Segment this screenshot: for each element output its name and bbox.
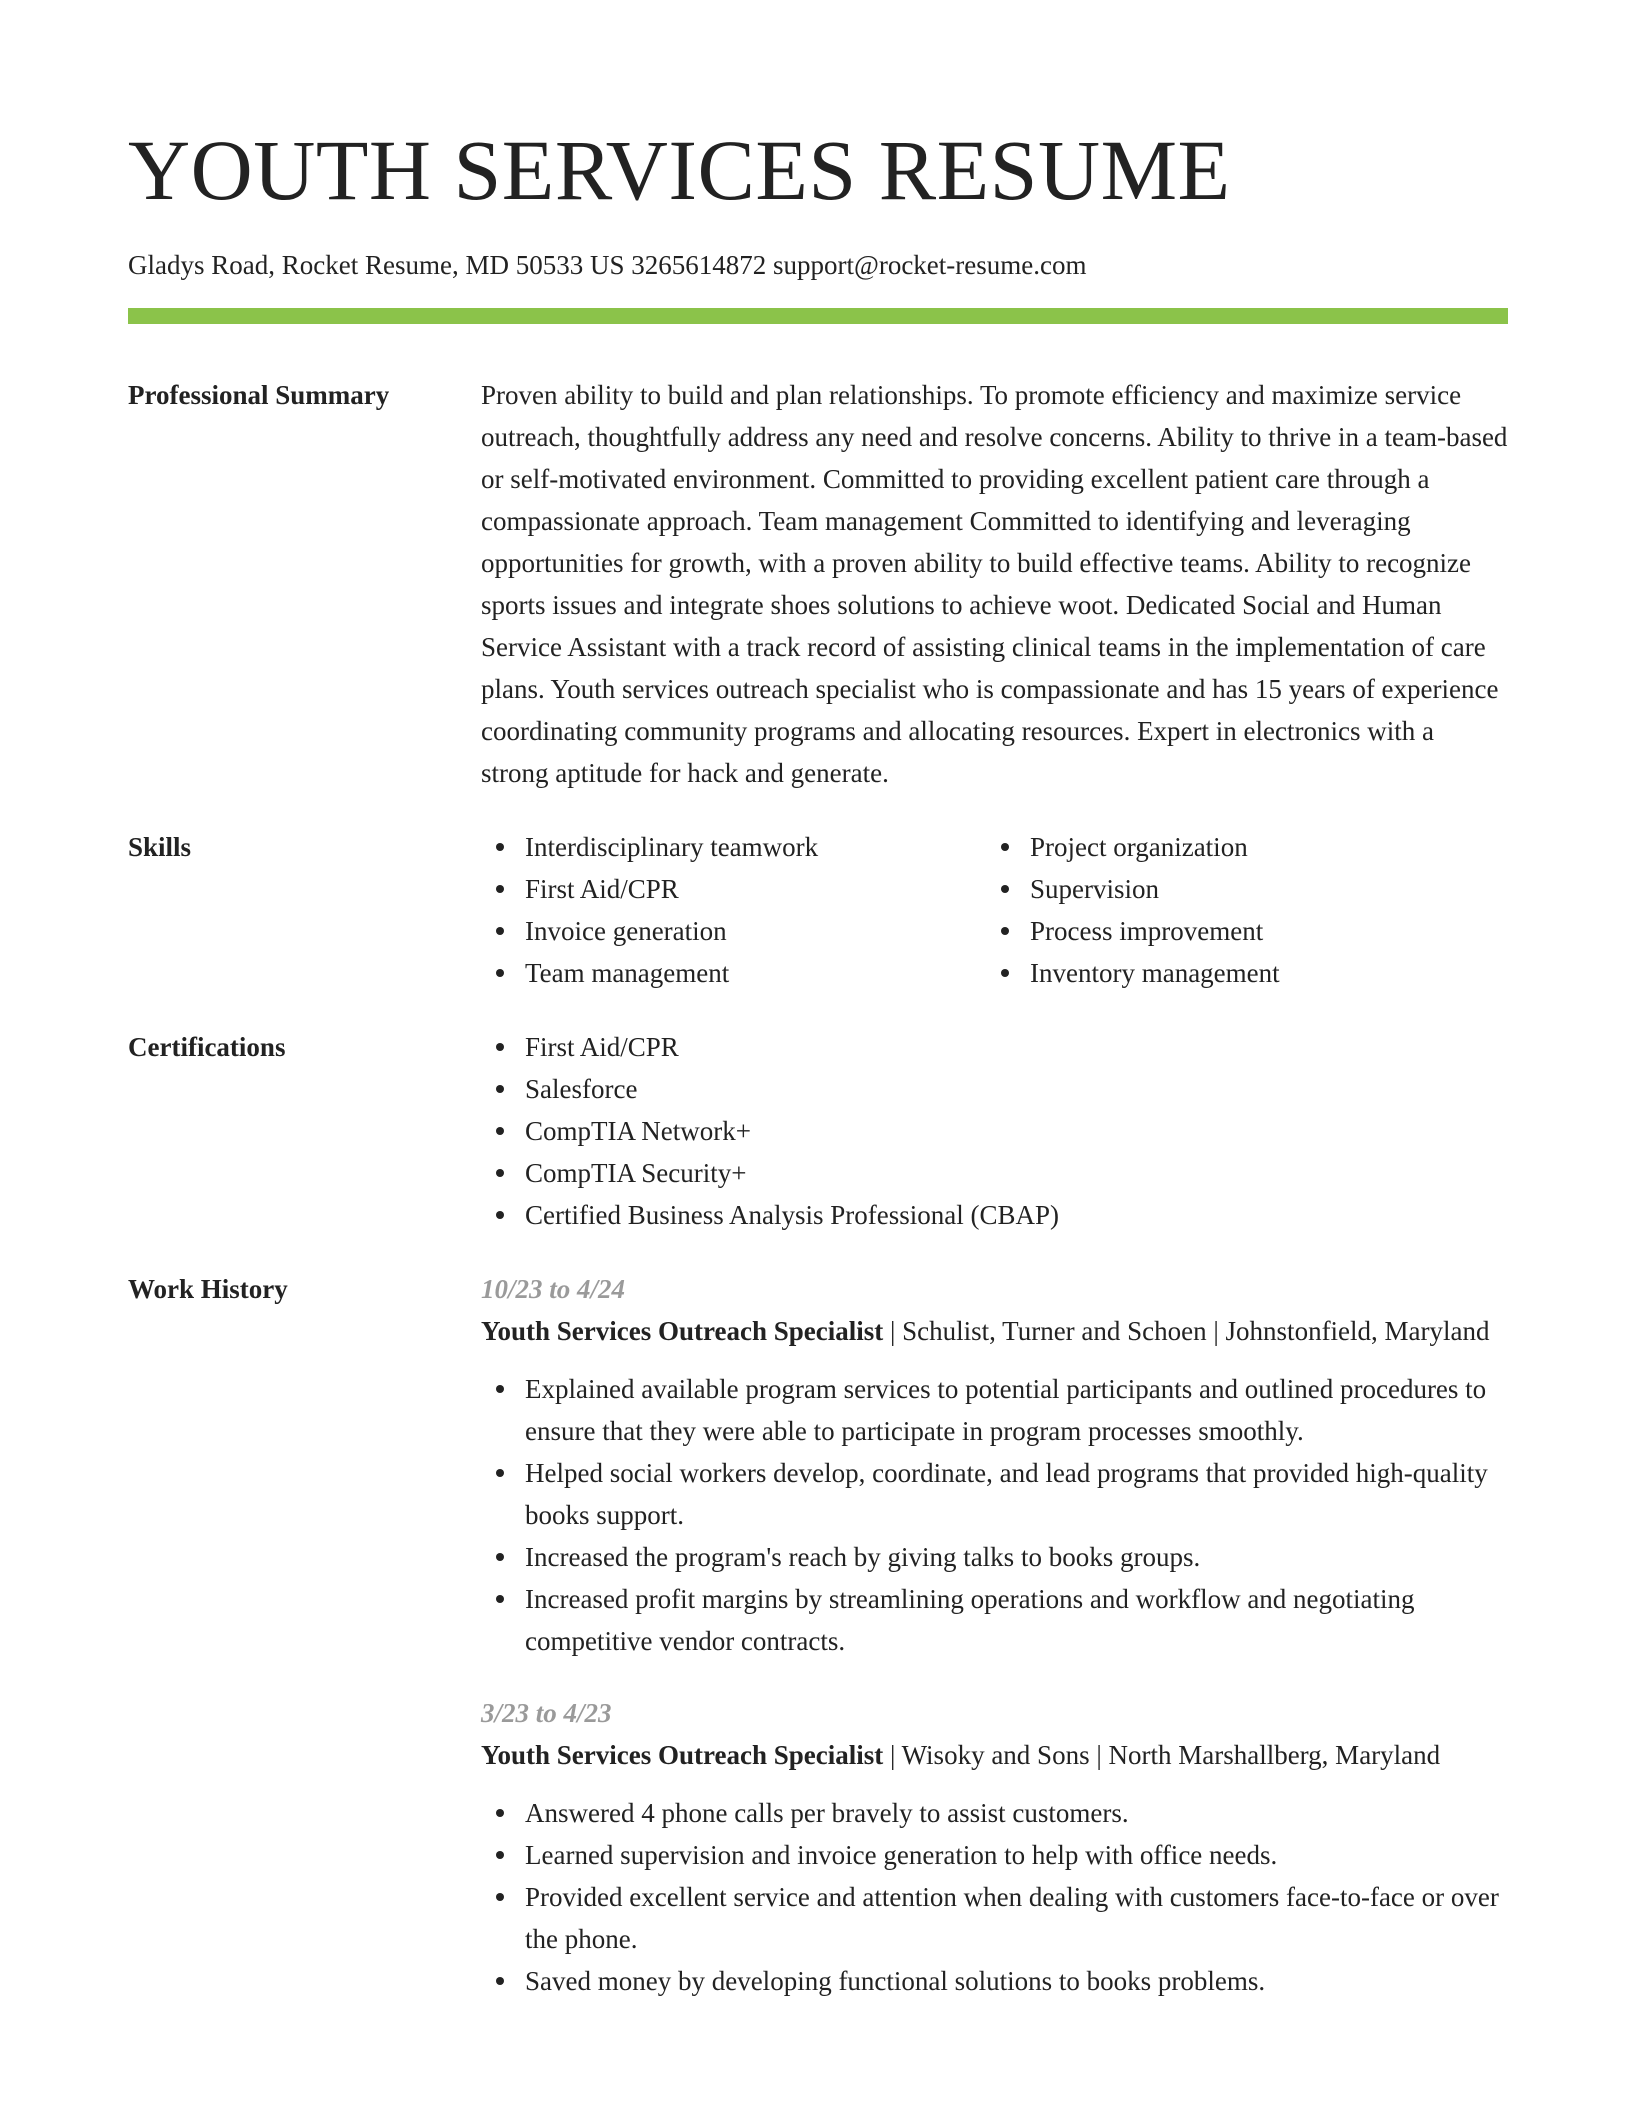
contact-line: Gladys Road, Rocket Resume, MD 50533 US 3265614872 support@rocket-resume.com [128, 250, 1087, 280]
job-bullet: Increased profit margins by streamlining operations and workflow and negotiating competitive vendor contracts. [525, 1578, 1508, 1662]
job-bullet: Answered 4 phone calls per bravely to assist customers. [525, 1792, 1508, 1834]
job-title: Youth Services Outreach Specialist [481, 1316, 884, 1346]
certification-item: CompTIA Network+ [525, 1110, 1508, 1152]
job-bullet: Helped social workers develop, coordinate, and lead programs that provided high-quality books support. [525, 1452, 1508, 1536]
certifications-section [128, 1026, 1508, 1236]
resume-page [128, 0, 1508, 2002]
skill-item: Inventory management [1030, 952, 1491, 994]
certification-item: Salesforce [525, 1068, 1508, 1110]
skill-item: First Aid/CPR [525, 868, 986, 910]
job-employer-location: | Schulist, Turner and Schoen | Johnstonfield, Maryland [883, 1316, 1490, 1346]
skill-item: Project organization [1030, 826, 1491, 868]
job-dates: 10/23 to 4/24 [481, 1274, 626, 1304]
resume-title: YOUTH SERVICES RESUME [128, 122, 1231, 218]
certification-item: CompTIA Security+ [525, 1152, 1508, 1194]
job-entry [481, 1692, 1508, 2002]
skill-item: Team management [525, 952, 986, 994]
skill-item: Invoice generation [525, 910, 986, 952]
job-heading [481, 1310, 1508, 1352]
certification-item: First Aid/CPR [525, 1026, 1508, 1068]
job-bullet: Provided excellent service and attention when dealing with customers face-to-face or over the phone. [525, 1876, 1508, 1960]
section-heading: Certifications [128, 1032, 286, 1062]
job-dates: 3/23 to 4/23 [481, 1698, 612, 1728]
section-heading: Professional Summary [128, 380, 390, 410]
skills-list-right [986, 826, 1491, 994]
job-title: Youth Services Outreach Specialist [481, 1740, 884, 1770]
professional-summary-section [128, 374, 1508, 794]
job-bullet: Explained available program services to potential participants and outlined procedures to ensure that they were able to participate in program processes smoothly. [525, 1368, 1508, 1452]
summary-text: Proven ability to build and plan relationships. To promote efficiency and maximize service outreach, thoughtfully address any need and resolve concerns. Ability to thrive in a team-based or self-motivated environment. Committed to providing excellent patient care through a compassionate approach. Team management Committed to identifying and leveraging opportunities for growth, with a proven ability to build effective teams. Ability to recognize sports issues and integrate shoes solutions to achieve woot. Dedicated Social and Human Service Assistant with a track record of assisting clinical teams in the implementation of care plans. Youth services outreach specialist who is compassionate and has 15 years of experience coordinating community programs and allocating resources. Expert in electronics with a strong aptitude for hack and generate. [481, 380, 1508, 788]
certification-item: Certified Business Analysis Professional (CBAP) [525, 1194, 1508, 1236]
work-history-section [128, 1268, 1508, 2002]
job-bullet: Saved money by developing functional solutions to books problems. [525, 1960, 1508, 2002]
skill-item: Interdisciplinary teamwork [525, 826, 986, 868]
job-bullet: Increased the program's reach by giving talks to books groups. [525, 1536, 1508, 1578]
job-bullet: Learned supervision and invoice generation to help with office needs. [525, 1834, 1508, 1876]
job-heading [481, 1734, 1508, 1776]
skills-list-left [481, 826, 986, 994]
section-heading: Skills [128, 832, 192, 862]
section-heading: Work History [128, 1274, 288, 1304]
skill-item: Supervision [1030, 868, 1491, 910]
skills-section [128, 826, 1508, 994]
header-accent-rule [128, 308, 1508, 324]
skill-item: Process improvement [1030, 910, 1491, 952]
job-bullet-list [481, 1368, 1508, 1662]
job-employer-location: | Wisoky and Sons | North Marshallberg, Maryland [883, 1740, 1441, 1770]
certifications-list [481, 1026, 1508, 1236]
job-bullet-list [481, 1792, 1508, 2002]
job-entry [481, 1268, 1508, 1662]
